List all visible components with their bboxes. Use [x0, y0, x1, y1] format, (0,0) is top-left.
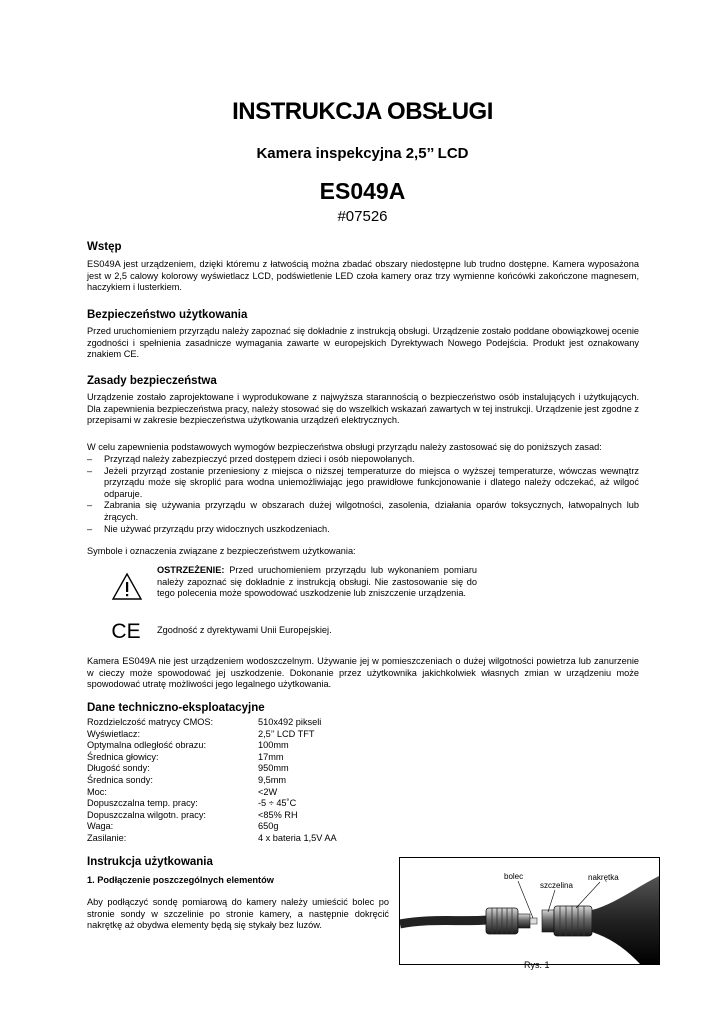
warning-label: OSTRZEŻENIE: — [157, 565, 225, 575]
spec-row: Moc: <2W — [87, 786, 278, 797]
ce-mark-icon — [110, 619, 142, 641]
specs-heading: Dane techniczno-eksploatacyjne — [87, 702, 265, 714]
spec-row: Długość sondy: 950mm — [87, 763, 289, 774]
specs-table — [87, 717, 337, 845]
warning-text — [157, 565, 477, 600]
ce-text: Zgodność z dyrektywami Unii Europejskiej. — [157, 625, 332, 635]
label-nakretka: nakrętka — [588, 873, 619, 882]
spec-row: Średnica sondy: 9,5mm — [87, 774, 287, 785]
list-item: – Przyrząd należy zabezpieczyć przed dostępem dzieci i osób niepowołanych. — [87, 454, 415, 464]
list-item: – Nie używać przyrządu przy widocznych uszkodzeniach. — [87, 523, 330, 534]
spec-row: Dopuszczalna temp. pracy: -5 ÷ 45˚C — [87, 798, 297, 809]
warning-triangle-icon — [111, 572, 143, 602]
list-item: – Jeżeli przyrząd zostanie przeniesiony z miejsca o niższej temperaturze do miejsca o wyższej temperaturze, wówczas wewnątrz przyrządu może się skroplić para wodna uniemożliwiając jego prawidłowe funkcjonowanie i dlatego należy odczekać, aż wilgoć odparuje. — [87, 465, 639, 499]
spec-row: Optymalna odległość obrazu: 100mm — [87, 740, 289, 751]
spec-row: Wyświetlacz: 2,5’’ LCD TFT — [87, 728, 315, 739]
intro-text: ES049A jest urządzeniem, dzięki któremu z łatwością można zbadać obszary niedostępne lub trudno dostępne. Kamera wyposażona jest w 2,5 calowy kolorowy wyświetlacz LCD, podświetlenie LED czoła kamery oraz trzy wymienne końcówki zakończone magnesem, haczykiem i lusterkiem. — [87, 259, 639, 293]
model-number: ES049A — [319, 178, 406, 204]
waterproof-notice: Kamera ES049A nie jest urządzeniem wodoszczelnym. Używanie jej w pomieszczeniach o dużej wilgotności powietrza lub zanurzenie w cieczy może spowodować jej uszkodzenie. Dokonanie przez użytkownika jakichkolwiek własnych zmian w urządzeniu może spowodować utratę możliwości jego legalnego użytkowania. — [87, 656, 639, 690]
spec-row: Zasilanie: 4 x bateria 1,5V AA — [87, 832, 337, 843]
usage-safety-text: Przed uruchomieniem przyrządu należy zapoznać się dokładnie z instrukcją obsługi. Urządzenie zostało poddane obowiązkowej ocenie zgodności i spełnienia zasadnicze wymagania zawarte w europejskich Dyrektywach Nowego Podejścia. Produkt jest oznakowany znakiem CE. — [87, 326, 639, 360]
instructions-heading: Instrukcja użytkowania — [87, 856, 213, 868]
safety-rules-intro: W celu zapewnienia podstawowych wymogów bezpieczeństwa obsługi przyrządu należy zastosować się do poniższych zasad: — [87, 442, 602, 452]
symbols-intro: Symbole i oznaczenia związane z bezpieczeństwem użytkowania: — [87, 546, 356, 556]
spec-row: Średnica głowicy: 17mm — [87, 751, 284, 762]
warning-body: Przed uruchomieniem przyrządu lub wykonaniem pomiaru należy zapoznać się dokładnie z instrukcją obsługi. Nie zastosowanie się do tego polecenia może spowodować uszkodzenie lub zniszczenie urządzenia. — [157, 565, 477, 599]
step1-text: Aby podłączyć sondę pomiarową do kamery należy umieścić bolec po stronie sondy w szczelinie po stronie kamery, a następnie dokręcić nakrętkę aż obydwa elementy będą się stykały bez luzów. — [87, 897, 389, 931]
spec-row: Waga: 650g — [87, 821, 279, 832]
label-szczelina: szczelina — [540, 881, 573, 890]
product-code: #07526 — [337, 208, 388, 225]
figure-caption: Rys. 1 — [524, 960, 550, 970]
step1-heading: 1. Podłączenie poszczególnych elementów — [87, 875, 274, 885]
connector-illustration — [400, 858, 659, 964]
document-title: INSTRUKCJA OBSŁUGI — [232, 98, 493, 125]
connector-figure — [399, 857, 660, 965]
document-subtitle: Kamera inspekcyjna 2,5’’ LCD — [256, 145, 469, 162]
svg-text:CE: CE — [111, 620, 141, 641]
safety-rules-list — [87, 454, 639, 535]
usage-safety-heading: Bezpieczeństwo użytkowania — [87, 309, 248, 321]
spec-row: Dopuszczalna wilgotn. pracy: <85% RH — [87, 809, 298, 820]
intro-heading: Wstęp — [87, 241, 122, 253]
safety-rules-text: Urządzenie zostało zaprojektowane i wyprodukowane z najwyższa starannością o bezpieczeństwo osób instalujących i użytkujących. Dla zapewnienia bezpieczeństwa pracy, należy stosować się do wszelkich wskazań zawartych w tej instrukcji. Urządzenie jest zgodne z przepisami w zakresie bezpieczeństwa użytkowania urządzeń elektrycznych. — [87, 392, 639, 426]
label-bolec: bolec — [504, 872, 524, 881]
spec-row: Rozdzielczość matrycy CMOS: 510x492 pikseli — [87, 717, 322, 727]
list-item: – Zabrania się używania przyrządu w obszarach dużej wilgotności, zasolenia, działania oparów toksycznych, łatwopalnych lub żrących. — [87, 500, 639, 522]
safety-rules-heading: Zasady bezpieczeństwa — [87, 375, 217, 387]
